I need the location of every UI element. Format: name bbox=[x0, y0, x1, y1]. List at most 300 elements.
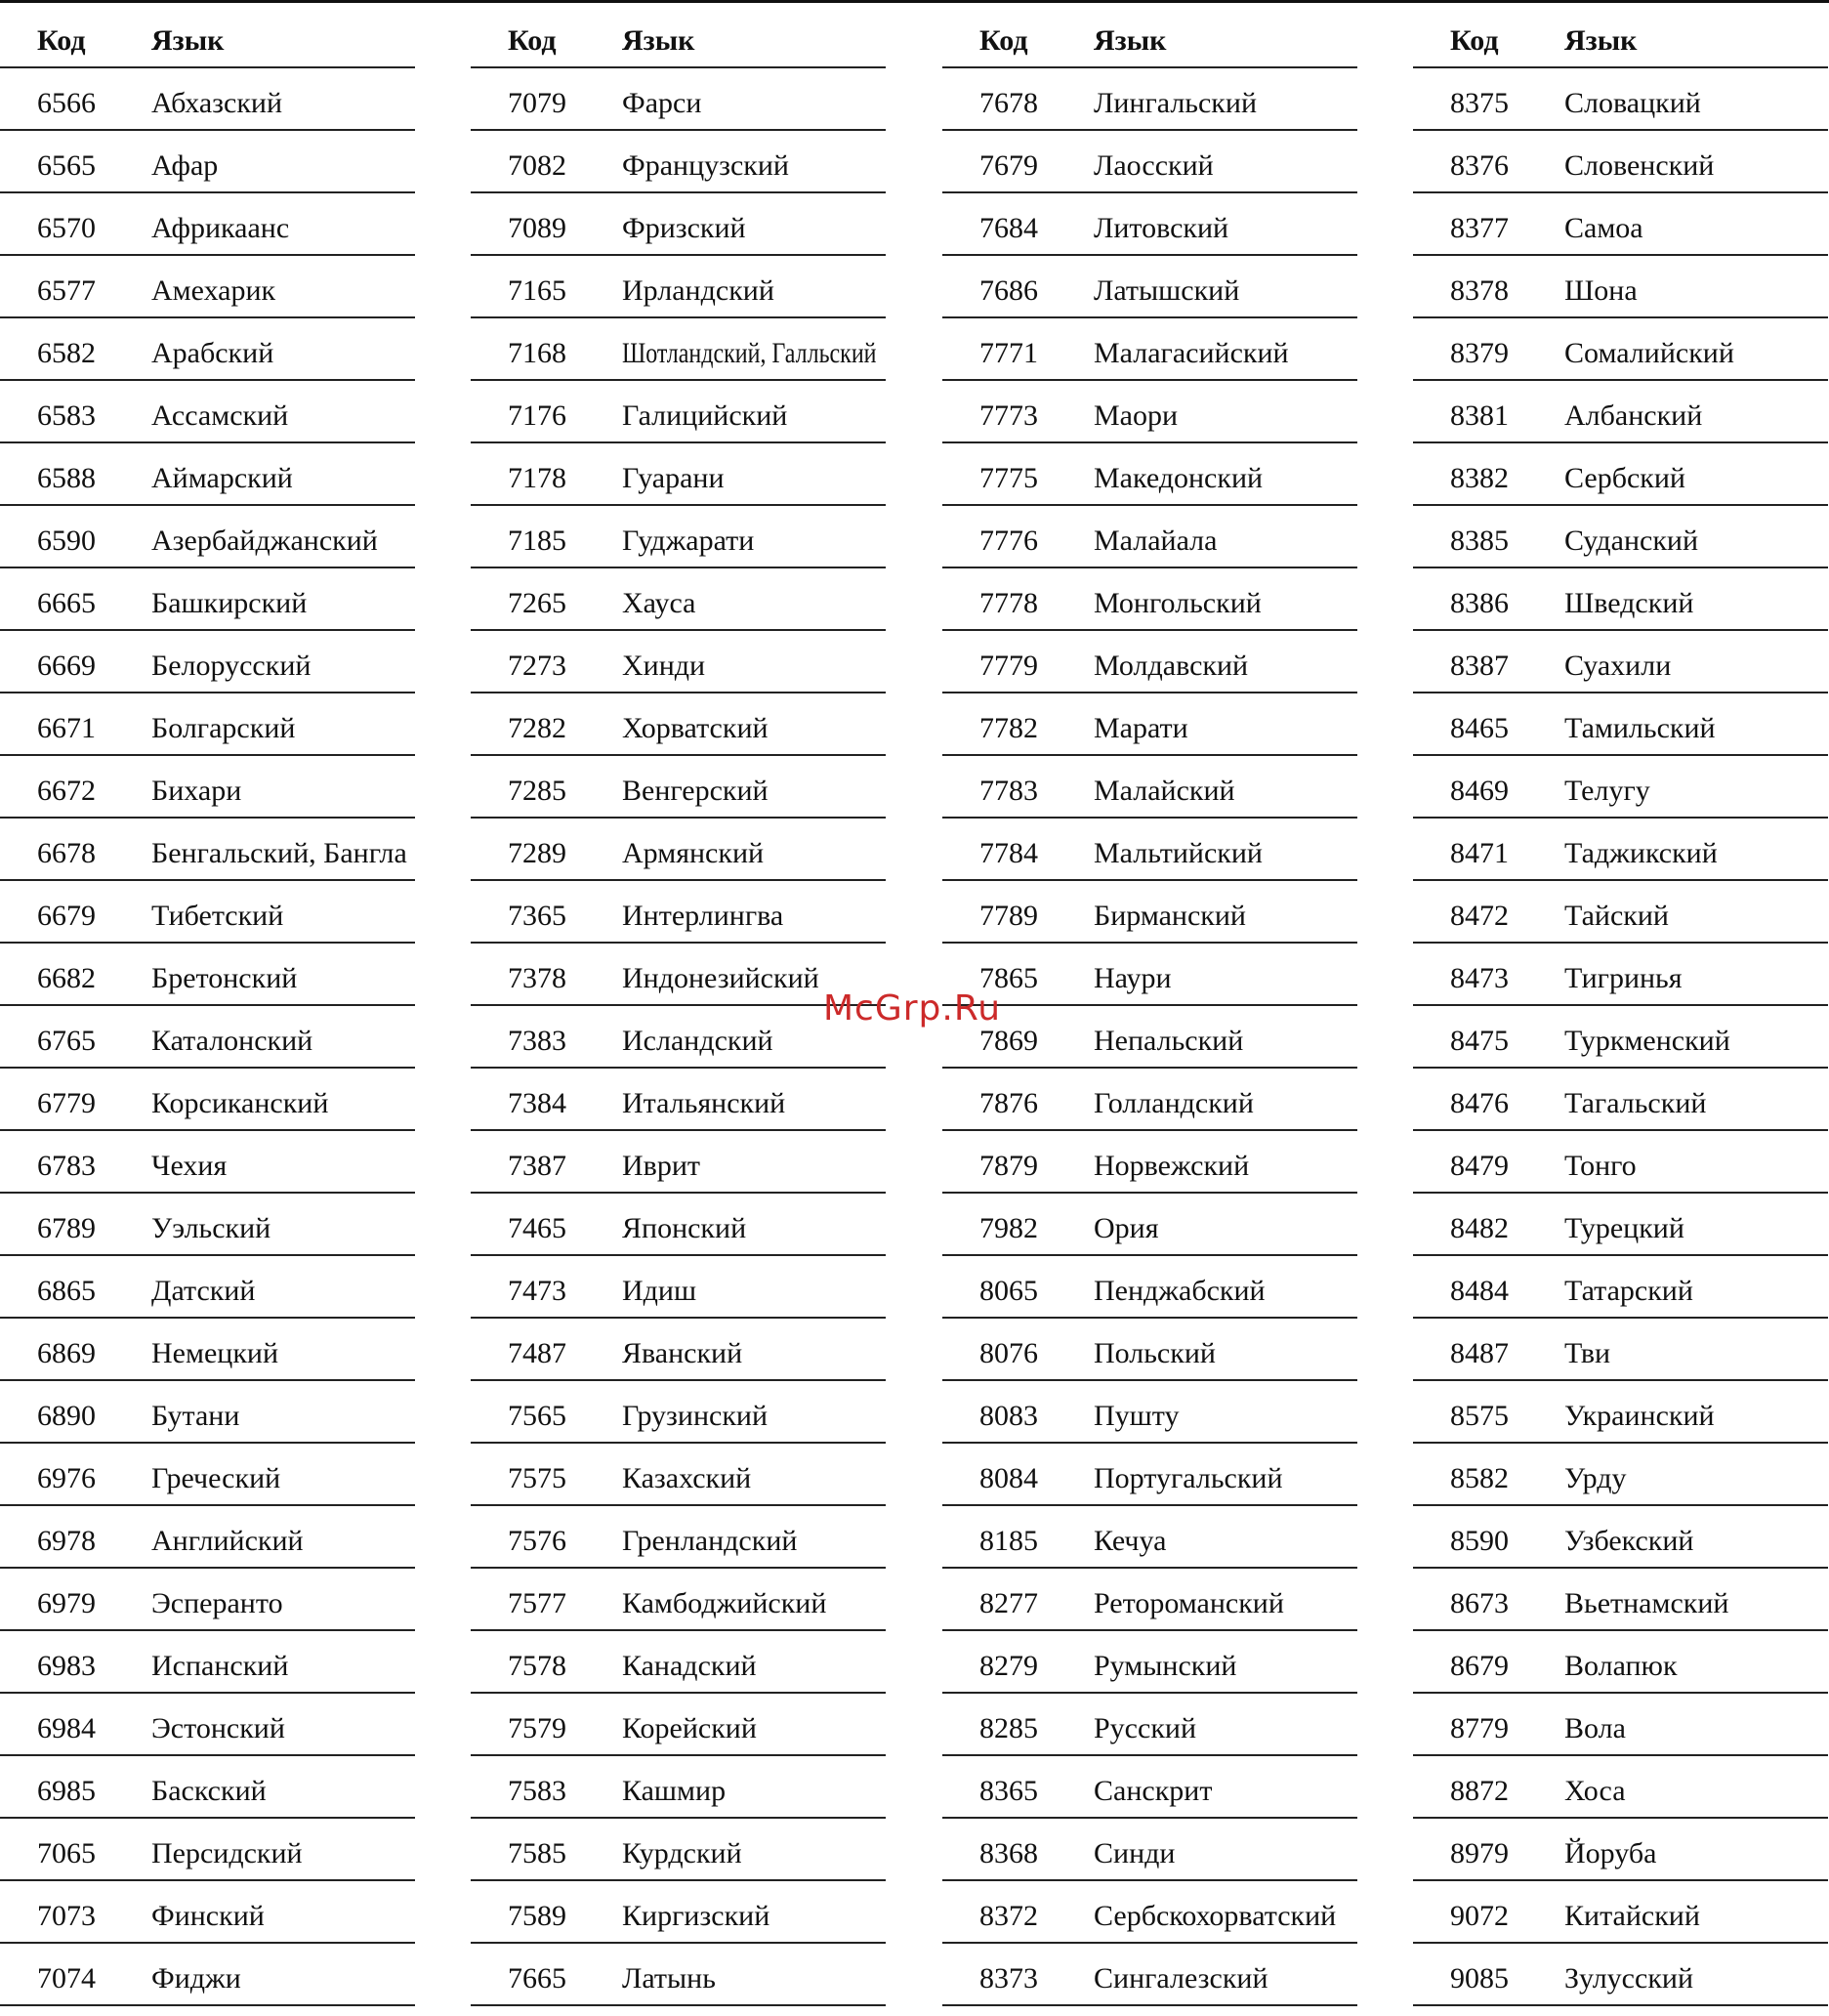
header-code: Код bbox=[1450, 24, 1499, 57]
language-name: Уэльский bbox=[151, 1212, 271, 1244]
language-name: Португальский bbox=[1094, 1462, 1283, 1494]
table-row bbox=[471, 1131, 886, 1194]
header-language: Язык bbox=[622, 24, 695, 57]
language-name: Тибетский bbox=[151, 900, 284, 932]
language-name: Хинди bbox=[622, 650, 706, 682]
language-code: 7378 bbox=[508, 962, 566, 994]
language-code: 8473 bbox=[1450, 962, 1509, 994]
language-name: Казахский bbox=[622, 1462, 752, 1494]
table-row bbox=[471, 819, 886, 881]
language-code: 6665 bbox=[37, 587, 96, 619]
table-row bbox=[1413, 1881, 1828, 1944]
language-name: Индонезийский bbox=[622, 962, 819, 994]
language-name: Бутани bbox=[151, 1400, 240, 1432]
table-row bbox=[0, 819, 415, 881]
table-row bbox=[942, 1944, 1357, 2006]
language-name: Польский bbox=[1094, 1337, 1216, 1369]
language-code: 7165 bbox=[508, 274, 566, 307]
table-row bbox=[0, 1506, 415, 1569]
language-name: Немецкий bbox=[151, 1337, 279, 1369]
table-row bbox=[942, 756, 1357, 819]
table-row bbox=[1413, 68, 1828, 131]
language-name: Хоса bbox=[1564, 1775, 1626, 1807]
table-row bbox=[471, 1881, 886, 1944]
language-name: Белорусский bbox=[151, 650, 312, 682]
language-name: Литовский bbox=[1094, 212, 1229, 244]
table-row bbox=[471, 131, 886, 193]
language-code: 6565 bbox=[37, 149, 96, 182]
table-row bbox=[1413, 1006, 1828, 1069]
language-name: Словацкий bbox=[1564, 87, 1701, 119]
table-row bbox=[1413, 443, 1828, 506]
language-code: 7879 bbox=[979, 1150, 1038, 1182]
table-row bbox=[0, 944, 415, 1006]
language-name: Башкирский bbox=[151, 587, 308, 619]
table-row bbox=[0, 256, 415, 318]
language-code: 7285 bbox=[508, 775, 566, 807]
table-row bbox=[942, 1694, 1357, 1756]
language-code: 7778 bbox=[979, 587, 1038, 619]
language-code: 7576 bbox=[508, 1525, 566, 1557]
table-row bbox=[471, 1381, 886, 1444]
language-code: 6890 bbox=[37, 1400, 96, 1432]
language-name: Румынский bbox=[1094, 1650, 1237, 1682]
table-row bbox=[942, 1881, 1357, 1944]
language-name: Тагальский bbox=[1564, 1087, 1707, 1119]
header-code: Код bbox=[508, 24, 557, 57]
language-name: Сербскохорватский bbox=[1094, 1900, 1337, 1932]
language-name: Хорватский bbox=[622, 712, 769, 744]
language-code: 8475 bbox=[1450, 1025, 1509, 1057]
table-row bbox=[471, 1631, 886, 1694]
language-name: Голландский bbox=[1094, 1087, 1254, 1119]
language-code: 7982 bbox=[979, 1212, 1038, 1244]
table-row bbox=[942, 881, 1357, 944]
language-code: 8277 bbox=[979, 1587, 1038, 1619]
language-code: 8365 bbox=[979, 1775, 1038, 1807]
language-name: Русский bbox=[1094, 1712, 1196, 1744]
table-row bbox=[942, 1756, 1357, 1819]
language-code: 8185 bbox=[979, 1525, 1038, 1557]
table-row bbox=[0, 1569, 415, 1631]
table-row bbox=[942, 68, 1357, 131]
language-code: 8387 bbox=[1450, 650, 1509, 682]
table-row bbox=[1413, 381, 1828, 443]
language-code: 6577 bbox=[37, 274, 96, 307]
table-row bbox=[471, 318, 886, 381]
table-row bbox=[942, 944, 1357, 1006]
language-code: 7684 bbox=[979, 212, 1038, 244]
table-row bbox=[0, 1694, 415, 1756]
table-row bbox=[0, 1381, 415, 1444]
language-name: Тви bbox=[1564, 1337, 1611, 1369]
language-code: 8382 bbox=[1450, 462, 1509, 494]
language-code: 7178 bbox=[508, 462, 566, 494]
language-code: 6570 bbox=[37, 212, 96, 244]
table-row bbox=[471, 1819, 886, 1881]
table-row bbox=[0, 1131, 415, 1194]
language-name: Латынь bbox=[622, 1962, 716, 1995]
table-header bbox=[942, 0, 1357, 68]
table-row bbox=[0, 1256, 415, 1319]
table-row bbox=[942, 1569, 1357, 1631]
language-name: Суданский bbox=[1564, 525, 1699, 557]
language-code: 7783 bbox=[979, 775, 1038, 807]
language-name: Маори bbox=[1094, 399, 1179, 432]
table-row bbox=[942, 568, 1357, 631]
language-code: 6566 bbox=[37, 87, 96, 119]
language-code: 7679 bbox=[979, 149, 1038, 182]
language-code: 6789 bbox=[37, 1212, 96, 1244]
language-code: 7575 bbox=[508, 1462, 566, 1494]
language-name: Яванский bbox=[622, 1337, 743, 1369]
table-row bbox=[0, 756, 415, 819]
language-code: 8372 bbox=[979, 1900, 1038, 1932]
table-row bbox=[471, 1319, 886, 1381]
table-row bbox=[471, 506, 886, 568]
language-code: 8469 bbox=[1450, 775, 1509, 807]
table-row bbox=[942, 1006, 1357, 1069]
language-code: 6583 bbox=[37, 399, 96, 432]
language-code: 8377 bbox=[1450, 212, 1509, 244]
language-name: Чехия bbox=[151, 1150, 228, 1182]
language-code: 6590 bbox=[37, 525, 96, 557]
language-code: 7678 bbox=[979, 87, 1038, 119]
table-row bbox=[1413, 1819, 1828, 1881]
table-row bbox=[942, 318, 1357, 381]
table-row bbox=[942, 381, 1357, 443]
table-row bbox=[471, 1944, 886, 2006]
language-code: 7779 bbox=[979, 650, 1038, 682]
table-row bbox=[1413, 1506, 1828, 1569]
language-name: Тамильский bbox=[1564, 712, 1716, 744]
language-name: Интерлингва bbox=[622, 900, 784, 932]
language-code: 6976 bbox=[37, 1462, 96, 1494]
language-code: 7082 bbox=[508, 149, 566, 182]
language-name: Словенский bbox=[1564, 149, 1715, 182]
language-code: 8476 bbox=[1450, 1087, 1509, 1119]
table-row bbox=[471, 631, 886, 693]
language-name: Испанский bbox=[151, 1650, 289, 1682]
language-name: Эсперанто bbox=[151, 1587, 283, 1619]
language-name: Тонго bbox=[1564, 1150, 1637, 1182]
language-code: 8487 bbox=[1450, 1337, 1509, 1369]
language-code: 8872 bbox=[1450, 1775, 1509, 1807]
language-code: 7579 bbox=[508, 1712, 566, 1744]
language-name: Лингальский bbox=[1094, 87, 1257, 119]
table-row bbox=[942, 1631, 1357, 1694]
language-code: 7387 bbox=[508, 1150, 566, 1182]
table-row bbox=[0, 68, 415, 131]
language-code: 6588 bbox=[37, 462, 96, 494]
language-code: 8076 bbox=[979, 1337, 1038, 1369]
language-name: Латышский bbox=[1094, 274, 1240, 307]
language-name: Фарси bbox=[622, 87, 702, 119]
table-row bbox=[942, 506, 1357, 568]
language-code: 7074 bbox=[37, 1962, 96, 1995]
language-code: 7775 bbox=[979, 462, 1038, 494]
language-code: 8575 bbox=[1450, 1400, 1509, 1432]
language-name: Курдский bbox=[622, 1837, 742, 1869]
language-name: Тигринья bbox=[1564, 962, 1683, 994]
language-name: Афар bbox=[151, 149, 219, 182]
language-code: 8368 bbox=[979, 1837, 1038, 1869]
language-table-4 bbox=[1413, 0, 1828, 2006]
language-name: Синди bbox=[1094, 1837, 1176, 1869]
language-name: Санскрит bbox=[1094, 1775, 1213, 1807]
language-code: 8465 bbox=[1450, 712, 1509, 744]
table-row bbox=[1413, 944, 1828, 1006]
table-row bbox=[1413, 1319, 1828, 1381]
language-code: 8375 bbox=[1450, 87, 1509, 119]
language-code: 8373 bbox=[979, 1962, 1038, 1995]
language-code: 8582 bbox=[1450, 1462, 1509, 1494]
table-row bbox=[1413, 506, 1828, 568]
table-row bbox=[942, 256, 1357, 318]
language-code: 6865 bbox=[37, 1275, 96, 1307]
table-row bbox=[0, 1631, 415, 1694]
language-code: 7789 bbox=[979, 900, 1038, 932]
language-code: 7289 bbox=[508, 837, 566, 869]
table-row bbox=[1413, 1694, 1828, 1756]
language-code: 6671 bbox=[37, 712, 96, 744]
table-row bbox=[942, 1069, 1357, 1131]
table-row bbox=[471, 1506, 886, 1569]
language-name: Азербайджанский bbox=[151, 525, 378, 557]
table-row bbox=[0, 1881, 415, 1944]
language-name: Хауса bbox=[622, 587, 696, 619]
table-row bbox=[0, 1069, 415, 1131]
language-code: 7185 bbox=[508, 525, 566, 557]
language-name: Пушту bbox=[1094, 1400, 1180, 1432]
table-row bbox=[471, 1444, 886, 1506]
language-code: 7782 bbox=[979, 712, 1038, 744]
language-name: Кечуа bbox=[1094, 1525, 1167, 1557]
language-code: 8285 bbox=[979, 1712, 1038, 1744]
table-row bbox=[0, 193, 415, 256]
language-code: 7265 bbox=[508, 587, 566, 619]
language-code: 7565 bbox=[508, 1400, 566, 1432]
table-row bbox=[942, 631, 1357, 693]
language-name: Аймарский bbox=[151, 462, 293, 494]
language-name: Армянский bbox=[622, 837, 765, 869]
language-code: 7686 bbox=[979, 274, 1038, 307]
language-name: Венгерский bbox=[622, 775, 769, 807]
table-row bbox=[1413, 1444, 1828, 1506]
table-row bbox=[471, 68, 886, 131]
table-row bbox=[471, 1069, 886, 1131]
table-row bbox=[942, 819, 1357, 881]
language-code: 8979 bbox=[1450, 1837, 1509, 1869]
table-row bbox=[1413, 131, 1828, 193]
language-name: Китайский bbox=[1564, 1900, 1700, 1932]
table-row bbox=[942, 1506, 1357, 1569]
language-name: Урду bbox=[1564, 1462, 1627, 1494]
language-name: Каталонский bbox=[151, 1025, 313, 1057]
table-row bbox=[1413, 1256, 1828, 1319]
language-table-1 bbox=[0, 0, 415, 2006]
table-row bbox=[471, 1194, 886, 1256]
language-code: 7487 bbox=[508, 1337, 566, 1369]
table-row bbox=[1413, 1194, 1828, 1256]
table-row bbox=[0, 506, 415, 568]
language-name: Шведский bbox=[1564, 587, 1694, 619]
language-name: Персидский bbox=[151, 1837, 303, 1869]
language-name: Таджикский bbox=[1564, 837, 1718, 869]
language-code: 6669 bbox=[37, 650, 96, 682]
language-name: Лаосский bbox=[1094, 149, 1214, 182]
language-name: Норвежский bbox=[1094, 1150, 1250, 1182]
language-name: Малагасийский bbox=[1094, 337, 1289, 369]
language-code: 7876 bbox=[979, 1087, 1038, 1119]
language-name: Македонский bbox=[1094, 462, 1264, 494]
language-name: Сербский bbox=[1564, 462, 1685, 494]
language-code: 9085 bbox=[1450, 1962, 1509, 1995]
table-row bbox=[1413, 819, 1828, 881]
language-code: 8381 bbox=[1450, 399, 1509, 432]
language-name: Молдавский bbox=[1094, 650, 1249, 682]
language-code: 7869 bbox=[979, 1025, 1038, 1057]
header-code: Код bbox=[979, 24, 1028, 57]
language-name: Малайский bbox=[1094, 775, 1235, 807]
language-code: 7773 bbox=[979, 399, 1038, 432]
language-name: Фиджи bbox=[151, 1962, 241, 1995]
language-code: 7665 bbox=[508, 1962, 566, 1995]
table-row bbox=[942, 1319, 1357, 1381]
language-name: Наури bbox=[1094, 962, 1172, 994]
language-code: 7776 bbox=[979, 525, 1038, 557]
table-row bbox=[1413, 193, 1828, 256]
language-code: 8673 bbox=[1450, 1587, 1509, 1619]
language-name: Канадский bbox=[622, 1650, 757, 1682]
table-row bbox=[1413, 1131, 1828, 1194]
language-name: Вола bbox=[1564, 1712, 1626, 1744]
table-row bbox=[942, 1444, 1357, 1506]
language-name: Английский bbox=[151, 1525, 304, 1557]
language-name: Исландский bbox=[622, 1025, 773, 1057]
language-name: Туркменский bbox=[1564, 1025, 1730, 1057]
language-code: 6765 bbox=[37, 1025, 96, 1057]
table-row bbox=[0, 1444, 415, 1506]
header-language: Язык bbox=[151, 24, 225, 57]
table-row bbox=[942, 131, 1357, 193]
language-code: 7384 bbox=[508, 1087, 566, 1119]
language-code: 6679 bbox=[37, 900, 96, 932]
table-row bbox=[942, 1819, 1357, 1881]
table-row bbox=[0, 1194, 415, 1256]
language-code: 7578 bbox=[508, 1650, 566, 1682]
language-code: 8376 bbox=[1450, 149, 1509, 182]
language-code: 6984 bbox=[37, 1712, 96, 1744]
language-name: Абхазский bbox=[151, 87, 283, 119]
language-code: 8065 bbox=[979, 1275, 1038, 1307]
table-row bbox=[0, 568, 415, 631]
language-code: 6678 bbox=[37, 837, 96, 869]
table-row bbox=[471, 1756, 886, 1819]
language-name: Марати bbox=[1094, 712, 1188, 744]
language-name: Тайский bbox=[1564, 900, 1669, 932]
language-name: Гуджарати bbox=[622, 525, 755, 557]
language-code: 8379 bbox=[1450, 337, 1509, 369]
language-name: Сомалийский bbox=[1564, 337, 1734, 369]
language-code: 6985 bbox=[37, 1775, 96, 1807]
table-row bbox=[942, 443, 1357, 506]
table-row bbox=[0, 131, 415, 193]
language-name: Арабский bbox=[151, 337, 274, 369]
table-row bbox=[942, 1256, 1357, 1319]
table-header bbox=[0, 0, 415, 68]
table-row bbox=[1413, 256, 1828, 318]
language-code: 7585 bbox=[508, 1837, 566, 1869]
table-row bbox=[471, 881, 886, 944]
language-code: 6682 bbox=[37, 962, 96, 994]
language-code: 8084 bbox=[979, 1462, 1038, 1494]
language-code: 7065 bbox=[37, 1837, 96, 1869]
language-name: Бенгальский, Бангла bbox=[151, 837, 407, 869]
language-code: 7473 bbox=[508, 1275, 566, 1307]
language-name: Зулусский bbox=[1564, 1962, 1693, 1995]
language-name: Узбекский bbox=[1564, 1525, 1694, 1557]
table-row bbox=[471, 256, 886, 318]
language-name: Суахили bbox=[1564, 650, 1672, 682]
table-row bbox=[1413, 631, 1828, 693]
language-name: Греческий bbox=[151, 1462, 281, 1494]
language-name: Бихари bbox=[151, 775, 242, 807]
table-row bbox=[942, 193, 1357, 256]
language-code: 6869 bbox=[37, 1337, 96, 1369]
language-name: Французский bbox=[622, 149, 789, 182]
language-name: Татарский bbox=[1564, 1275, 1693, 1307]
language-code: 8472 bbox=[1450, 900, 1509, 932]
language-name: Ассамский bbox=[151, 399, 289, 432]
language-code: 6978 bbox=[37, 1525, 96, 1557]
table-row bbox=[471, 756, 886, 819]
language-code: 8471 bbox=[1450, 837, 1509, 869]
language-name: Монгольский bbox=[1094, 587, 1262, 619]
header-language: Язык bbox=[1564, 24, 1638, 57]
language-name: Сингалезский bbox=[1094, 1962, 1268, 1995]
watermark-text: McGrp.Ru bbox=[823, 988, 1002, 1029]
language-name: Турецкий bbox=[1564, 1212, 1684, 1244]
language-code: 7282 bbox=[508, 712, 566, 744]
table-row bbox=[471, 1569, 886, 1631]
language-name: Кашмир bbox=[622, 1775, 727, 1807]
language-code: 7176 bbox=[508, 399, 566, 432]
language-code: 6672 bbox=[37, 775, 96, 807]
table-row bbox=[942, 1194, 1357, 1256]
language-name: Грузинский bbox=[622, 1400, 769, 1432]
language-name: Ретороманский bbox=[1094, 1587, 1284, 1619]
language-name: Украинский bbox=[1564, 1400, 1715, 1432]
language-name: Пенджабский bbox=[1094, 1275, 1266, 1307]
language-name: Йоруба bbox=[1564, 1837, 1657, 1869]
table-row bbox=[1413, 318, 1828, 381]
language-name: Фризский bbox=[622, 212, 746, 244]
language-name: Баскский bbox=[151, 1775, 267, 1807]
table-row bbox=[471, 443, 886, 506]
language-name: Эстонский bbox=[151, 1712, 285, 1744]
table-row bbox=[1413, 756, 1828, 819]
header-code: Код bbox=[37, 24, 86, 57]
language-name: Шона bbox=[1564, 274, 1638, 307]
language-name: Идиш bbox=[622, 1275, 697, 1307]
language-code: 7168 bbox=[508, 337, 566, 369]
table-row bbox=[942, 1131, 1357, 1194]
language-code: 7865 bbox=[979, 962, 1038, 994]
table-row bbox=[0, 1319, 415, 1381]
language-code: 8279 bbox=[979, 1650, 1038, 1682]
language-code: 7583 bbox=[508, 1775, 566, 1807]
